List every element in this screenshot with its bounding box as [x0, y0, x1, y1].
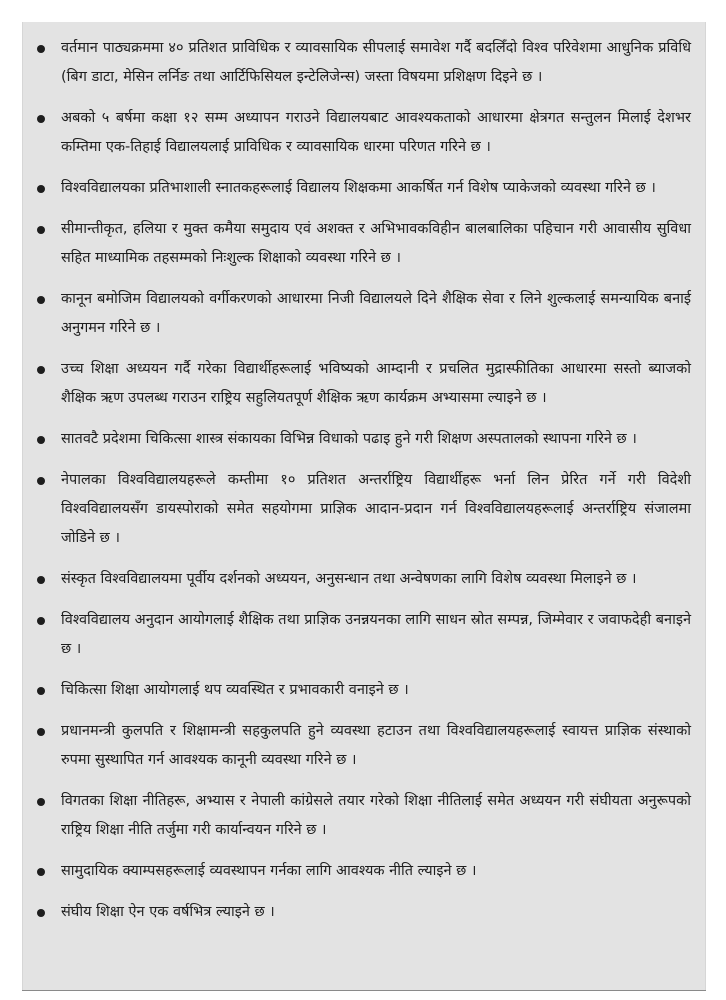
- bullet-icon: [37, 436, 45, 444]
- bullet-icon: [37, 868, 45, 876]
- bullet-icon: [37, 366, 45, 374]
- bullet-icon: [37, 687, 45, 695]
- bullet-icon: [37, 798, 45, 806]
- bullet-icon: [37, 45, 45, 53]
- list-item: [33, 676, 691, 705]
- list-item: [33, 285, 691, 343]
- list-item-text: प्रधानमन्त्री कुलपति र शिक्षामन्त्री सहकुलपति हुने व्यवस्था हटाउन तथा विश्वविद्यालयहरूलाई स्वायत्त प्राज्ञिक संस्थाको रुपमा सुस्थापित गर्न आवश्यक कानूनी व्यवस्था गरिने छ ।: [61, 723, 691, 768]
- list-item-text: वर्तमान पाठ्यक्रममा ४० प्रतिशत प्राविधिक र व्यावसायिक सीपलाई समावेश गर्दै बदलिँदो विश्व परिवेशमा आधुनिक प्रविधि (बिग डाटा, मेसिन लर्निङ तथा आर्टिफिसियल इन्टेलिजेन्स) जस्ता विषयमा प्रशिक्षण दिइने छ ।: [61, 40, 691, 85]
- list-item: [33, 355, 691, 413]
- bullet-icon: [37, 477, 45, 485]
- bullet-icon: [37, 909, 45, 917]
- document-page: [22, 22, 706, 990]
- list-item: [33, 857, 691, 886]
- list-item: [33, 104, 691, 162]
- list-item: [33, 174, 691, 203]
- list-item-text: सातवटै प्रदेशमा चिकित्सा शास्त्र संकायका विभिन्न विधाको पढाइ हुने गरी शिक्षण अस्पतालको स्थापना गरिने छ ।: [61, 431, 637, 447]
- list-item-text: सामुदायिक क्याम्पसहरूलाई व्यवस्थापन गर्नका लागि आवश्यक नीति ल्याइने छ ।: [61, 863, 477, 879]
- bullet-icon: [37, 296, 45, 304]
- list-item-text: अबको ५ बर्षमा कक्षा १२ सम्म अध्यापन गराउने विद्यालयबाट आवश्यकताको आधारमा क्षेत्रगत सन्तुलन मिलाई देशभर कम्तिमा एक-तिहाई विद्यालयलाई प्राविधिक र व्यावसायिक धारमा परिणत गरिने छ ।: [61, 110, 691, 155]
- list-item: [33, 34, 691, 92]
- bullet-icon: [37, 728, 45, 736]
- list-item: [33, 425, 691, 454]
- list-item-text: नेपालका विश्वविद्यालयहरूले कम्तीमा १० प्रतिशत अन्तर्राष्ट्रिय विद्यार्थीहरू भर्ना लिन प्रेरित गर्ने गरी विदेशी विश्वविद्यालयसँग डायस्पोराको समेत सहयोगमा प्राज्ञिक आदान-प्रदान गर्न विश्वविद्यालयहरूलाई अन्तर्राष्ट्रिय संजालमा जोडिने छ ।: [61, 472, 691, 546]
- list-item: [33, 898, 691, 927]
- bullet-icon: [37, 576, 45, 584]
- list-item-text: विश्वविद्यालयका प्रतिभाशाली स्नातकहरूलाई विद्यालय शिक्षकमा आकर्षित गर्न विशेष प्याकेजको व्यवस्था गरिने छ ।: [61, 180, 656, 196]
- list-item-text: चिकित्सा शिक्षा आयोगलाई थप व्यवस्थित र प्रभावकारी वनाइने छ ।: [61, 682, 409, 698]
- list-item-text: संस्कृत विश्वविद्यालयमा पूर्वीय दर्शनको अध्ययन, अनुसन्धान तथा अन्वेषणका लागि विशेष व्यवस्था मिलाइने छ ।: [61, 571, 637, 587]
- bullet-icon: [37, 115, 45, 123]
- list-item-text: विगतका शिक्षा नीतिहरू, अभ्यास र नेपाली कांग्रेसले तयार गरेको शिक्षा नीतिलाई समेत अध्ययन गरी संघीयता अनुरूपको राष्ट्रिय शिक्षा नीति तर्जुमा गरी कार्यान्वयन गरिने छ ।: [61, 793, 691, 838]
- list-item-text: उच्च शिक्षा अध्ययन गर्दै गरेका विद्यार्थीहरूलाई भविष्यको आम्दानी र प्रचलित मुद्रास्फीतिका आधारमा सस्तो ब्याजको शैक्षिक ऋण उपलब्ध गराउन राष्ट्रिय सहुलियतपूर्ण शैक्षिक ऋण कार्यक्रम अभ्यासमा ल्याइने छ ।: [61, 361, 691, 406]
- list-item-text: विश्वविद्यालय अनुदान आयोगलाई शैक्षिक तथा प्राज्ञिक उनन्नयनका लागि साधन स्रोत सम्पन्न, जिम्मेवार र जवाफदेही बनाइने छ ।: [61, 612, 691, 657]
- bullet-icon: [37, 617, 45, 625]
- bottom-divider: [22, 990, 706, 991]
- list-item: [33, 215, 691, 273]
- list-item: [33, 565, 691, 594]
- list-item-text: संघीय शिक्षा ऐन एक वर्षभित्र ल्याइने छ ।: [61, 904, 275, 920]
- list-item: [33, 466, 691, 553]
- bullet-icon: [37, 226, 45, 234]
- list-item-text: कानून बमोजिम विद्यालयको वर्गीकरणको आधारमा निजी विद्यालयले दिने शैक्षिक सेवा र लिने शुल्कलाई समन्यायिक बनाई अनुगमन गरिने छ ।: [61, 291, 691, 336]
- list-item-text: सीमान्तीकृत, हलिया र मुक्त कमैया समुदाय एवं अशक्त र अभिभावकविहीन बालबालिका पहिचान गरी आवासीय सुविधा सहित माध्यामिक तहसम्मको निःशुल्क शिक्षाको व्यवस्था गरिने छ ।: [61, 221, 691, 266]
- policy-bullet-list: [23, 22, 705, 927]
- list-item: [33, 717, 691, 775]
- list-item: [33, 606, 691, 664]
- list-item: [33, 787, 691, 845]
- bullet-icon: [37, 185, 45, 193]
